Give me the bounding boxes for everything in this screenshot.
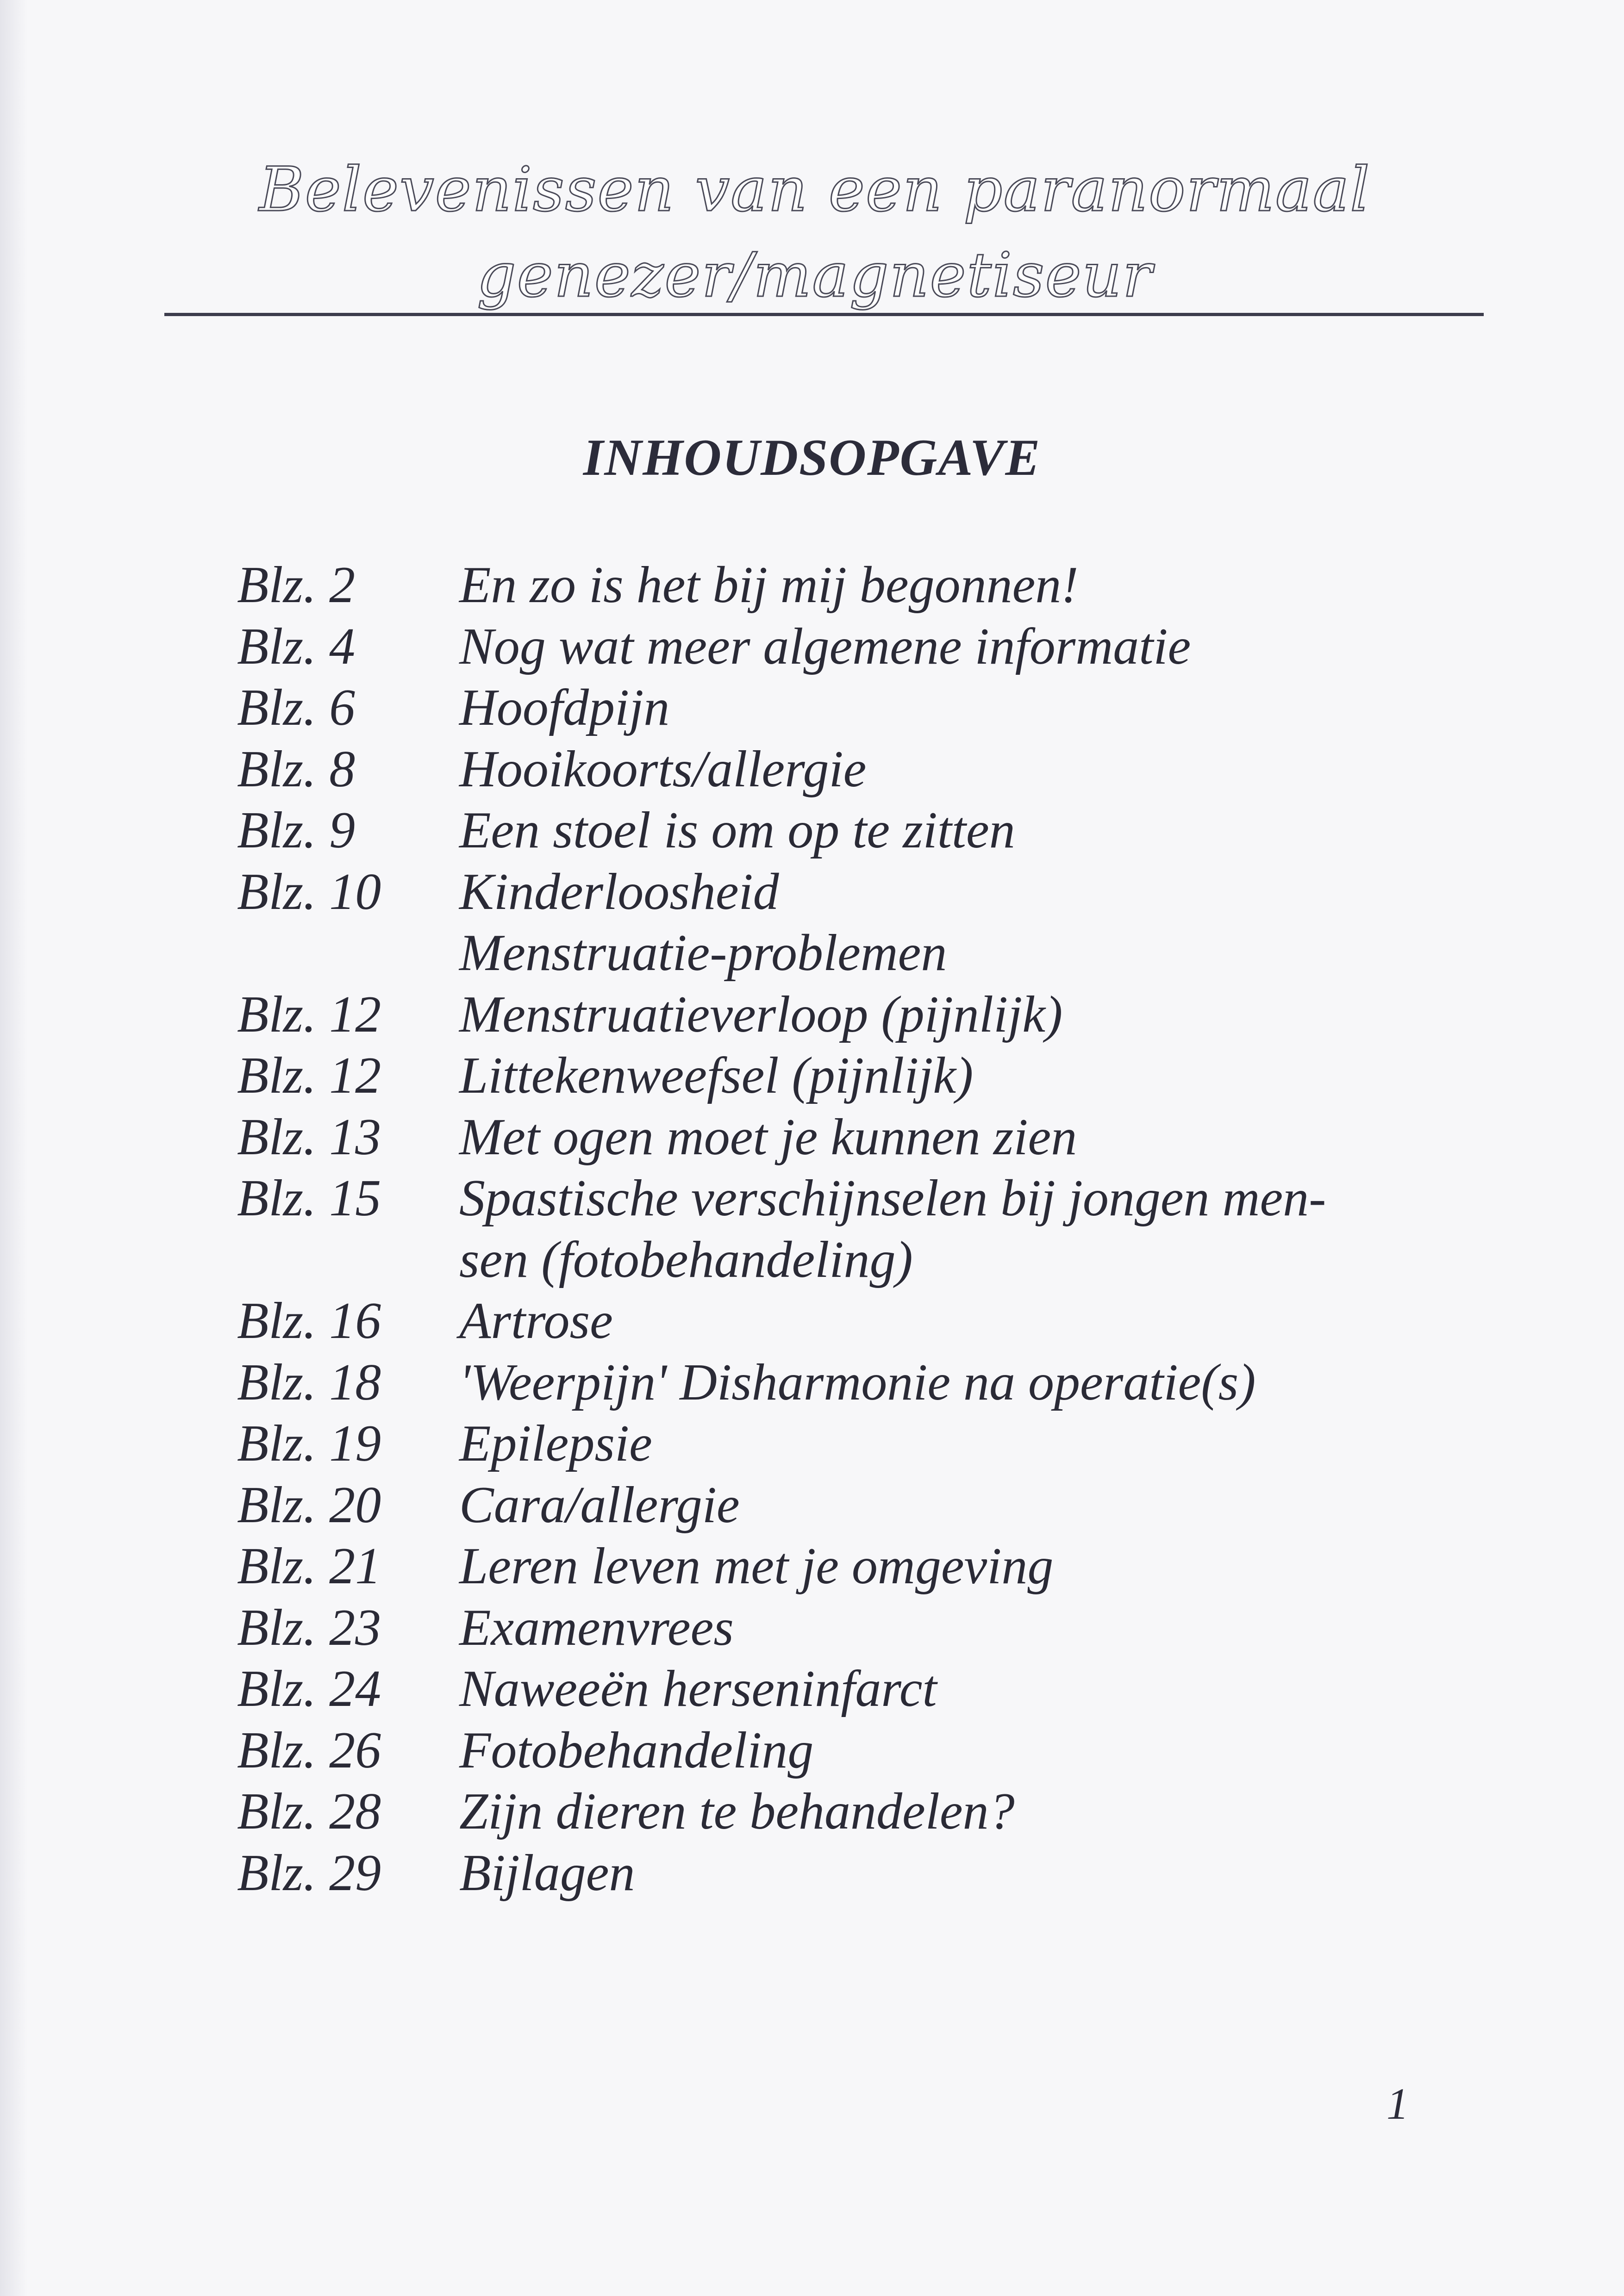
toc-page-ref [237, 922, 459, 984]
toc-entry [237, 554, 1624, 616]
toc-entry [237, 1107, 1624, 1168]
toc-page-ref: Blz. 13 [237, 1108, 381, 1166]
toc-entry-title: Naweeën herseninfarct [459, 1660, 937, 1717]
toc-entry-title: Spastische verschijnselen bij jongen men- [459, 1170, 1326, 1227]
toc-entry-title: Fotobehandeling [459, 1721, 814, 1779]
toc-page-ref: Blz. 4 [237, 617, 356, 675]
toc-entry [237, 677, 1624, 739]
toc-entry [237, 739, 1624, 800]
page-edge-shadow [0, 0, 28, 2296]
toc-page-ref: Blz. 2 [237, 556, 356, 614]
toc-entry-title: Epilepsie [459, 1415, 652, 1472]
toc-entry-title: Examenvrees [459, 1599, 734, 1656]
toc-entry [237, 1658, 1624, 1720]
toc-page-ref: Blz. 15 [237, 1170, 381, 1227]
toc-page-ref: Blz. 26 [237, 1721, 381, 1779]
toc-heading: INHOUDSOPGAVE [583, 429, 1041, 486]
toc-page-ref: Blz. 21 [237, 1537, 381, 1595]
toc-page-ref: Blz. 12 [237, 985, 381, 1043]
toc-entry-title: Bijlagen [459, 1844, 635, 1902]
toc-entry [237, 1290, 1624, 1352]
toc-entry [237, 1781, 1624, 1842]
toc-entry-title: En zo is het bij mij begonnen! [459, 556, 1079, 614]
toc-entry [237, 861, 1624, 923]
toc-entry [237, 1229, 1624, 1291]
toc-entry-title: Hoofdpijn [459, 679, 670, 736]
toc-entry-title: Kinderloosheid [459, 863, 779, 921]
toc-entry [237, 1413, 1624, 1475]
toc-entry [237, 1842, 1624, 1904]
toc-entry [237, 1352, 1624, 1413]
title-divider [164, 313, 1484, 316]
toc-page-ref: Blz. 8 [237, 740, 356, 798]
toc-page-ref: Blz. 19 [237, 1415, 381, 1472]
toc-page-ref: Blz. 28 [237, 1783, 381, 1840]
toc-entry-title: 'Weerpijn' Disharmonie na operatie(s) [459, 1353, 1256, 1411]
toc-page-ref: Blz. 6 [237, 679, 356, 736]
toc-entry [237, 1536, 1624, 1597]
toc-entry-title: Leren leven met je omgeving [459, 1537, 1054, 1595]
toc-entry-title: Littekenweefsel (pijnlijk) [459, 1047, 974, 1104]
page-number: 1 [1387, 2079, 1409, 2128]
toc-entry-title: Nog wat meer algemene informatie [459, 617, 1191, 675]
toc-entry [237, 1045, 1624, 1107]
toc-entry-title: Cara/allergie [459, 1476, 740, 1534]
toc-page-ref: Blz. 16 [237, 1292, 381, 1350]
toc-entry [237, 800, 1624, 861]
toc-entry [237, 1168, 1624, 1229]
toc-entry-title: Hooikoorts/allergie [459, 740, 867, 798]
toc-entry [237, 1720, 1624, 1781]
toc-page-ref: Blz. 29 [237, 1844, 381, 1902]
toc-entry-title: Zijn dieren te behandelen? [459, 1783, 1015, 1840]
document-title-line-1: Belevenissen van een paranormaal [259, 154, 1371, 225]
toc-page-ref: Blz. 23 [237, 1599, 381, 1656]
toc-page-ref [237, 1229, 459, 1291]
toc-page-ref: Blz. 20 [237, 1476, 381, 1534]
toc-entry [237, 1597, 1624, 1659]
toc-entry [237, 984, 1624, 1045]
toc-entry-title: sen (fotobehandeling) [459, 1231, 913, 1288]
toc-entry-title: Menstruatie-problemen [459, 924, 947, 982]
document-title [167, 147, 1463, 318]
toc-page-ref: Blz. 18 [237, 1353, 381, 1411]
table-of-contents [237, 554, 1624, 1904]
toc-entry [237, 1475, 1624, 1536]
toc-page-ref: Blz. 12 [237, 1047, 381, 1104]
toc-entry-title: Menstruatieverloop (pijnlijk) [459, 985, 1063, 1043]
document-title-line-2: genezer/magnetiseur [477, 240, 1153, 311]
toc-page-ref: Blz. 10 [237, 863, 381, 921]
toc-entry-title: Een stoel is om op te zitten [459, 802, 1015, 859]
toc-page-ref: Blz. 9 [237, 802, 356, 859]
toc-entry-title: Met ogen moet je kunnen zien [459, 1108, 1077, 1166]
toc-entry [237, 616, 1624, 678]
toc-entry [237, 922, 1624, 984]
toc-page-ref: Blz. 24 [237, 1660, 381, 1717]
toc-entry-title: Artrose [459, 1292, 613, 1350]
